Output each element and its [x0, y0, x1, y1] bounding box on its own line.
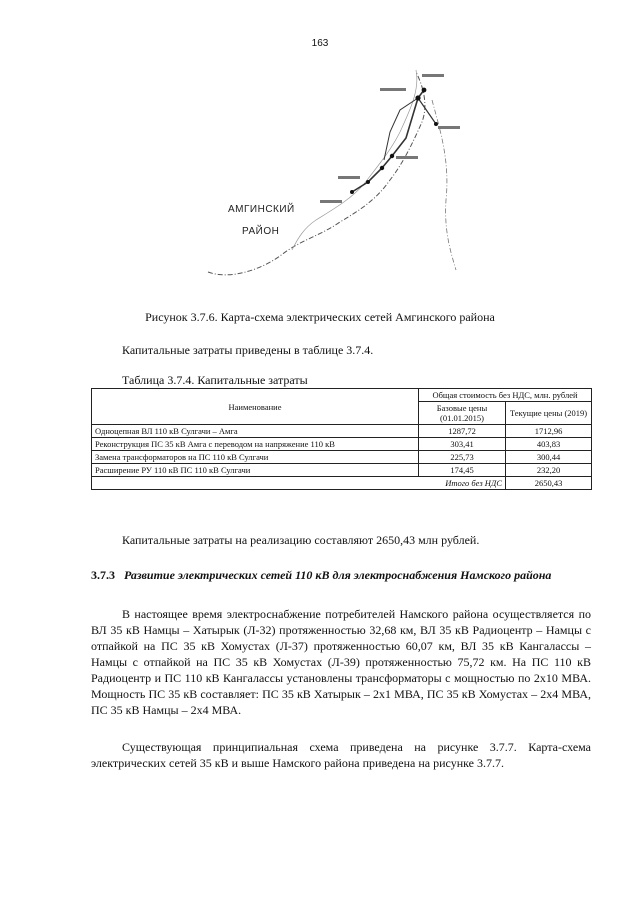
row-name: Одноцепная ВЛ 110 кВ Сулгачи – Амга: [92, 425, 419, 438]
row-name: Реконструкция ПС 35 кВ Амга с переводом на напряжение 110 кВ: [92, 438, 419, 451]
total-value: 2650,43: [506, 477, 592, 490]
row-current: 232,20: [506, 464, 592, 477]
paragraph: [91, 606, 591, 718]
table-row: [92, 425, 592, 438]
section-title: Развитие электрических сетей 110 кВ для электроснабжения Намского района: [124, 568, 552, 582]
header-name: Наименование: [92, 389, 419, 425]
table-total-row: [92, 477, 592, 490]
substation-node: [380, 166, 384, 170]
place-label-mark: [338, 176, 360, 179]
row-current: 403,83: [506, 438, 592, 451]
row-base: 225,73: [419, 451, 506, 464]
network-map: [200, 60, 460, 290]
table-title: Таблица 3.7.4. Капитальные затраты: [122, 373, 308, 387]
district-boundary: [208, 72, 425, 275]
table-row: [92, 451, 592, 464]
table-row: [92, 438, 592, 451]
row-base: 303,41: [419, 438, 506, 451]
place-label-mark: [438, 126, 460, 129]
paragraph-text: В настоящее время электроснабжение потребителей Намского района осуществляется по ВЛ 35 кВ Намцы – Хатырык (Л-32) протяженностью 32,68 км, ВЛ 35 кВ Радиоцентр – Намцы с отпайкой на ПС 35 кВ Хомустах (Л-37) протяженностью 60,07 км, ВЛ 35 кВ Кангалассы – Намцы с отпайкой на ПС 35 кВ Хомустах (Л-39) протяженностью 75,72 км. На ПС 110 кВ Радиоцентр и ПС 110 кВ Кангалассы установлены трансформаторы с мощностью по 2х10 МВА. Мощность ПС 35 кВ составляет: ПС 35 кВ Хатырык – 2х1 МВА, ПС 35 кВ Хомустах – 2х4 МВА, ПС 35 кВ Намцы – 2х4 МВА.: [91, 607, 591, 717]
substation-node: [415, 95, 420, 100]
row-name: Замена трансформаторов на ПС 110 кВ Сулгачи: [92, 451, 419, 464]
row-base: 1287,72: [419, 425, 506, 438]
row-name: Расширение РУ 110 кВ ПС 110 кВ Сулгачи: [92, 464, 419, 477]
substation-node: [434, 122, 438, 126]
table-row: [92, 464, 592, 477]
place-label-mark: [396, 156, 418, 159]
river: [292, 70, 417, 250]
place-label-mark: [320, 200, 342, 203]
header-current: Текущие цены (2019): [506, 402, 592, 425]
figure-caption: Рисунок 3.7.6. Карта-схема электрических сетей Амгинского района: [145, 310, 495, 324]
power-line-branch: [418, 98, 436, 124]
place-label-mark: [380, 88, 406, 91]
row-current: 300,44: [506, 451, 592, 464]
substation-node: [366, 180, 370, 184]
place-label-mark: [422, 74, 444, 77]
row-current: 1712,96: [506, 425, 592, 438]
page-number: 163: [311, 38, 329, 49]
table-header-row: [92, 389, 592, 402]
total-label: Итого без НДС: [92, 477, 506, 490]
paragraph-text: Существующая принципиальная схема приведена на рисунке 3.7.7. Карта-схема электрических сетей 35 кВ и выше Намского района приведена на рисунке 3.7.7.: [91, 740, 591, 770]
section-number: 3.7.3: [91, 568, 115, 582]
intro-text: Капитальные затраты приведены в таблице 3.7.4.: [122, 343, 374, 357]
substation-node: [422, 88, 427, 93]
summary-text: Капитальные затраты на реализацию составляют 2650,43 млн рублей.: [122, 533, 480, 547]
region-label-line1: АМГИНСКИЙ: [228, 204, 295, 215]
substation-node: [390, 154, 394, 158]
cost-table: [91, 388, 592, 490]
region-label-line2: РАЙОН: [242, 226, 280, 237]
header-base: Базовые цены (01.01.2015): [419, 402, 506, 425]
header-cost: Общая стоимость без НДС, млн. рублей: [419, 389, 592, 402]
row-base: 174,45: [419, 464, 506, 477]
section-heading: [91, 567, 591, 583]
paragraph: [91, 739, 591, 771]
substation-node: [350, 190, 354, 194]
